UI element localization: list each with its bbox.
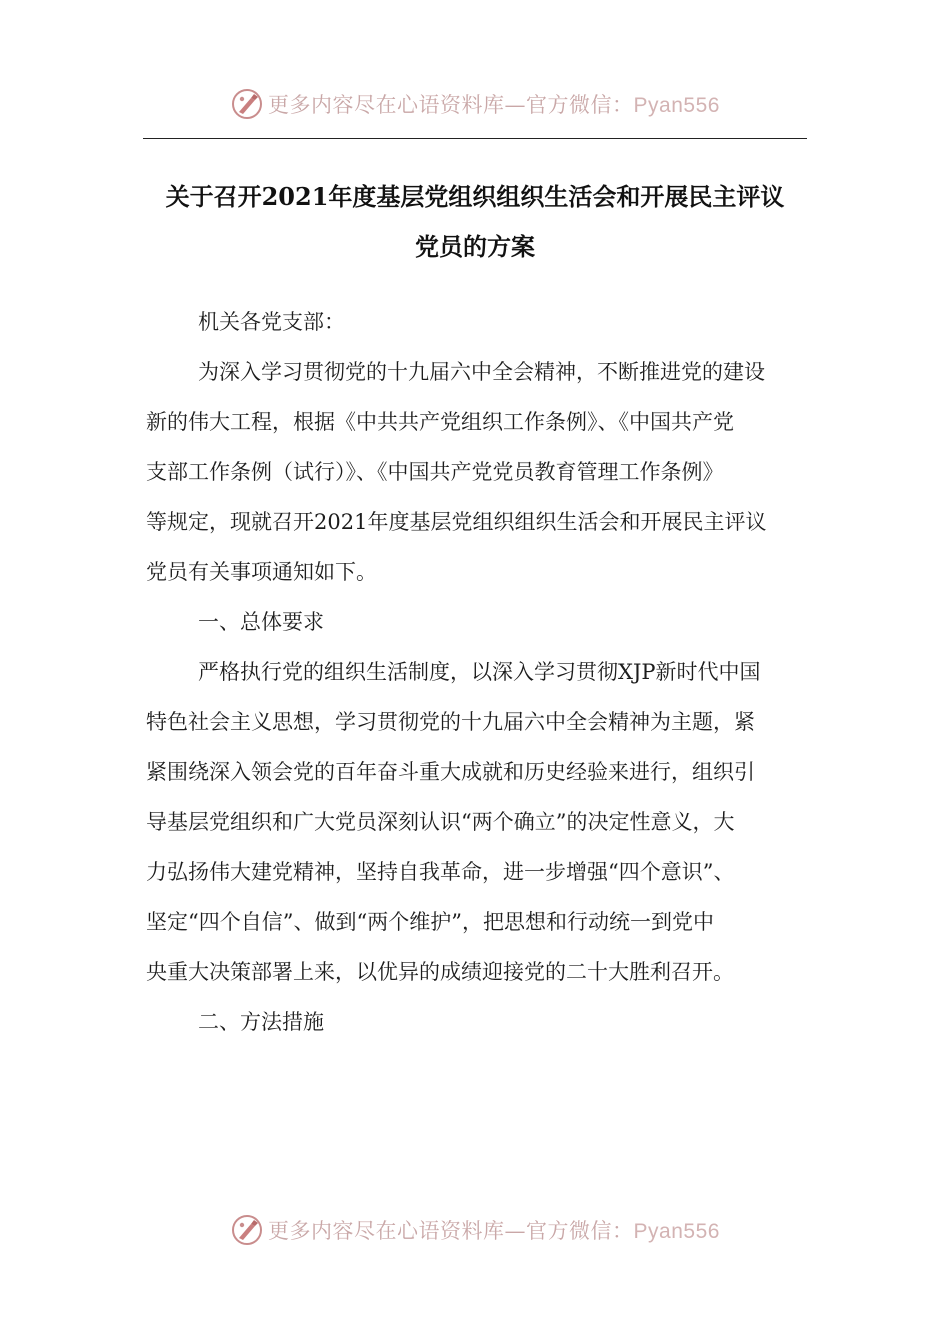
document-title-line2: 党员的方案 <box>415 232 535 261</box>
paragraph-line: 特色社会主义思想，学习贯彻党的十九届六中全会精神为主题，紧 <box>146 710 755 734</box>
header-watermark-banner <box>0 84 950 124</box>
document-body <box>146 297 806 1047</box>
paragraph-line: 导基层党组织和广大党员深刻认识“两个确立”的决定性意义，大 <box>146 810 735 834</box>
document-title-line1: 关于召开2021年度基层党组织组织生活会和开展民主评议 <box>165 182 785 211</box>
pen-nib-logo-icon <box>230 87 264 121</box>
paragraph-line: 紧围绕深入领会党的百年奋斗重大成就和历史经验来进行，组织引 <box>146 760 755 784</box>
pen-nib-logo-icon <box>230 1213 264 1247</box>
paragraph-line: 严格执行党的组织生活制度，以深入学习贯彻XJP新时代中国 <box>198 660 761 684</box>
paragraph-line: 坚定“四个自信”、做到“两个维护”，把思想和行动统一到党中 <box>146 910 714 934</box>
section-heading: 一、总体要求 <box>198 610 324 634</box>
paragraph-line: 央重大决策部署上来，以优异的成绩迎接党的二十大胜利召开。 <box>146 960 734 984</box>
section-heading: 二、方法措施 <box>198 1010 324 1034</box>
paragraph-line: 党员有关事项通知如下。 <box>146 560 377 584</box>
header-watermark-text: 更多内容尽在心语资料库—官方微信：Pyan556 <box>268 93 720 117</box>
paragraph-line: 新的伟大工程，根据《中共共产党组织工作条例》、《中国共产党 <box>146 410 734 434</box>
paragraph-line: 为深入学习贯彻党的十九届六中全会精神，不断推进党的建设 <box>198 360 765 384</box>
paragraph-line: 支部工作条例（试行）》、《中国共产党党员教育管理工作条例》 <box>146 460 724 484</box>
footer-watermark-text: 更多内容尽在心语资料库—官方微信：Pyan556 <box>268 1219 720 1243</box>
salutation: 机关各党支部： <box>198 310 345 334</box>
header-divider <box>143 138 807 139</box>
paragraph-line: 等规定，现就召开2021年度基层党组织组织生活会和开展民主评议 <box>146 510 767 534</box>
paragraph-line: 力弘扬伟大建党精神，坚持自我革命，进一步增强“四个意识”、 <box>146 860 735 884</box>
footer-watermark-banner <box>0 1210 950 1250</box>
